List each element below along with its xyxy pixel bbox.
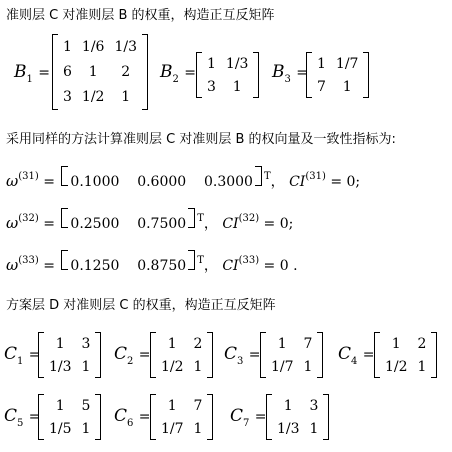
matrix-c2: 1 2 1/2 1	[150, 332, 213, 378]
matrix-c4: 1 2 1/2 1	[374, 332, 437, 378]
matrix-c1-label: $C_1$ =	[4, 344, 41, 367]
matrix-c2-label: $C_2$ =	[114, 344, 151, 367]
matrix-c3: 1 7 1/7 1	[260, 332, 323, 378]
matrix-b1: 1 1/6 1/3 6 1 2 3 1/2 1	[52, 34, 148, 110]
matrix-b3-label: $B_3$ =	[272, 62, 309, 85]
matrix-c5: 1 5 1/5 1	[38, 394, 101, 440]
matrix-b2: 1 1/3 3 1	[196, 52, 259, 98]
method-description: 采用同样的方法计算准则层 C 对准则层 B 的权向量及一致性指标为:	[6, 132, 396, 147]
matrix-c7-label: $C_7$ =	[230, 406, 267, 429]
heading-criteria-c-on-b: 准则层 C 对准则层 B 的权重，构造正互反矩阵	[6, 8, 275, 23]
matrix-b3: 1 1/7 7 1	[306, 52, 369, 98]
matrix-c5-label: $C_5$ =	[4, 406, 41, 429]
heading-scheme-d-on-c: 方案层 D 对准则层 C 的权重，构造正互反矩阵	[6, 298, 276, 313]
matrix-c1: 1 3 1/3 1	[38, 332, 101, 378]
matrix-c3-label: $C_3$ =	[224, 344, 261, 367]
matrix-c6-label: $C_6$ =	[114, 406, 151, 429]
weight-vector-32: $\omega^{(32)} = 0.2500$ 0.7500 $^T$， CI$^{(32)}$ = 0;	[6, 208, 293, 233]
matrix-c7: 1 3 1/3 1	[266, 394, 329, 440]
matrix-b2-label: $B_2$ =	[160, 62, 197, 85]
matrix-c4-label: $C_4$ =	[338, 344, 375, 367]
weight-vector-33: $\omega^{(33)} = 0.1250$ 0.8750 $^T$， CI$^{(33)}$ = 0 .	[6, 250, 298, 275]
weight-vector-31: $\omega^{(31)} = 0.1000$ 0.6000 0.3000 $^T$， CI$^{(31)}$ = 0;	[6, 166, 360, 191]
matrix-b1-label: $B_1$ =	[14, 62, 51, 85]
matrix-c6: 1 7 1/7 1	[150, 394, 213, 440]
